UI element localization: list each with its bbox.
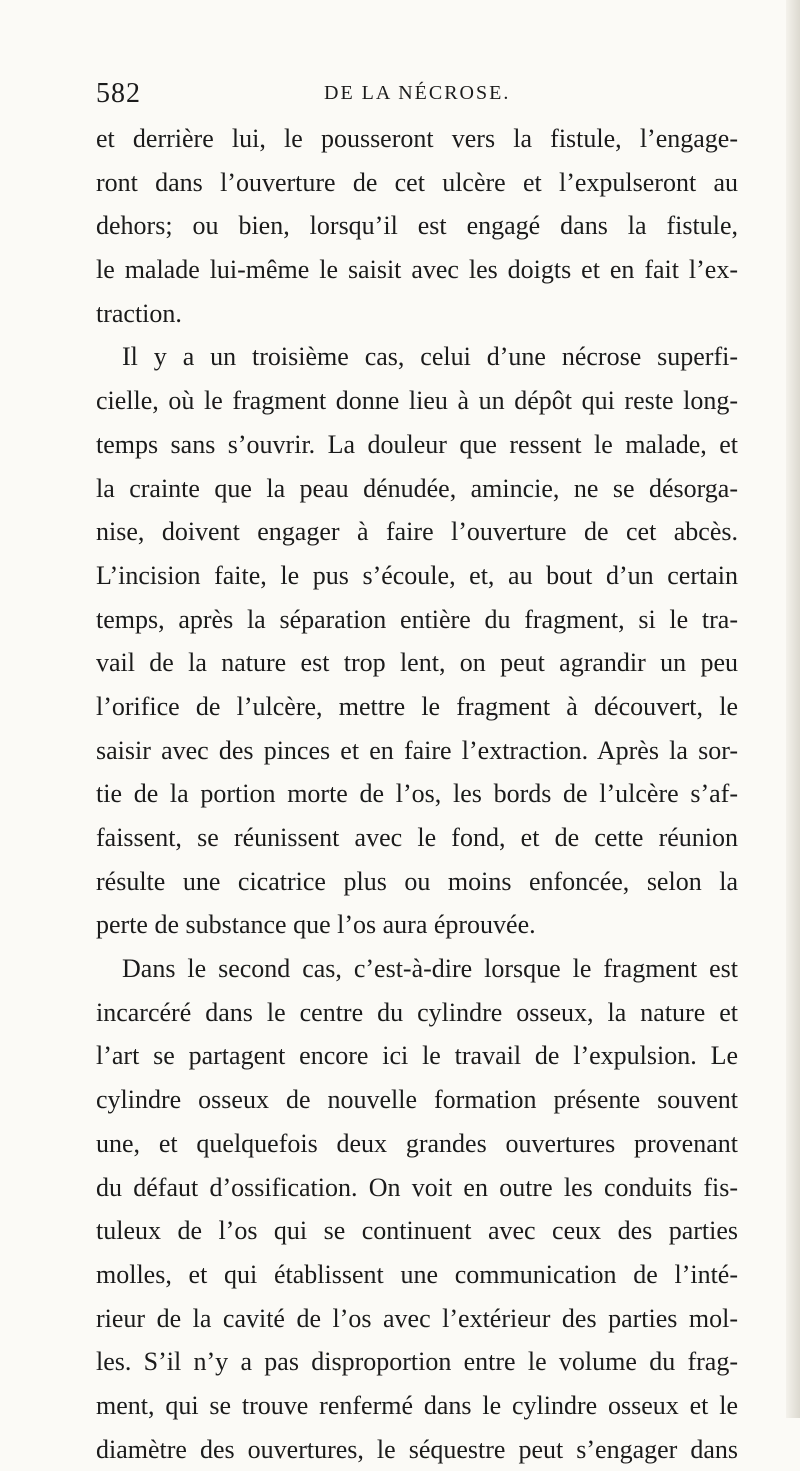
text-line: nise, doivent engager à faire l’ouverture de cet abcès. [96, 517, 738, 547]
text-line: du défaut d’ossification. On voit en outre les conduits fis- [96, 1172, 738, 1202]
text-line: cylindre osseux de nouvelle formation présente souvent [96, 1085, 738, 1115]
text-line: saisir avec des pinces et en faire l’extraction. Après la sor- [96, 735, 738, 765]
text-line: rieur de la cavité de l’os avec l’extérieur des parties mol- [96, 1303, 738, 1333]
text-line: perte de substance que l’os aura éprouvée. [96, 910, 536, 940]
text-line: traction. [96, 298, 182, 328]
text-line: vail de la nature est trop lent, on peut agrandir un peu [96, 648, 738, 678]
text-line: cielle, où le fragment donne lieu à un dépôt qui reste long- [96, 386, 738, 416]
text-line: tuleux de l’os qui se continuent avec ceux des parties [96, 1216, 738, 1246]
text-line: Il y a un troisième cas, celui d’une nécrose superfi- [122, 342, 738, 372]
text-line: l’art se partagent encore ici le travail de l’expulsion. Le [96, 1041, 738, 1071]
running-head: DE LA NÉCROSE. [324, 82, 511, 104]
text-line: résulte une cicatrice plus ou moins enfoncée, selon la [96, 866, 738, 896]
page-header [96, 78, 716, 112]
text-line: diamètre des ouvertures, le séquestre peut s’engager dans [96, 1434, 738, 1464]
text-line: temps sans s’ouvrir. La douleur que ressent le malade, et [96, 429, 738, 459]
text-line: ment, qui se trouve renfermé dans le cylindre osseux et le [96, 1390, 738, 1420]
text-line: temps, après la séparation entière du fragment, si le tra- [96, 604, 738, 634]
body-text [96, 117, 738, 1471]
text-line: tie de la portion morte de l’os, les bords de l’ulcère s’af- [96, 779, 738, 809]
text-line: l’orifice de l’ulcère, mettre le fragment à découvert, le [96, 691, 738, 721]
text-line: L’incision faite, le pus s’écoule, et, au bout d’un certain [96, 560, 738, 590]
text-line: les. S’il n’y a pas disproportion entre le volume du frag- [96, 1347, 738, 1377]
text-line: Dans le second cas, c’est-à-dire lorsque le fragment est [122, 954, 738, 984]
text-line: ront dans l’ouverture de cet ulcère et l’expulseront au [96, 167, 738, 197]
text-line: le malade lui-même le saisit avec les doigts et en fait l’ex- [96, 255, 738, 285]
text-line: faissent, se réunissent avec le fond, et de cette réunion [96, 823, 738, 852]
text-line: une, et quelquefois deux grandes ouvertures provenant [96, 1128, 738, 1158]
page-edge-shadow [786, 0, 800, 1418]
text-line: dehors; ou bien, lorsqu’il est engagé dans la fistule, [96, 211, 738, 241]
text-line: la crainte que la peau dénudée, amincie, ne se désorga- [96, 473, 738, 503]
page-number: 582 [96, 78, 141, 109]
text-line: molles, et qui établissent une communication de l’inté- [96, 1259, 738, 1289]
text-line: et derrière lui, le pousseront vers la fistule, l’engage- [96, 124, 738, 153]
text-line: incarcéré dans le centre du cylindre osseux, la nature et [96, 997, 738, 1027]
